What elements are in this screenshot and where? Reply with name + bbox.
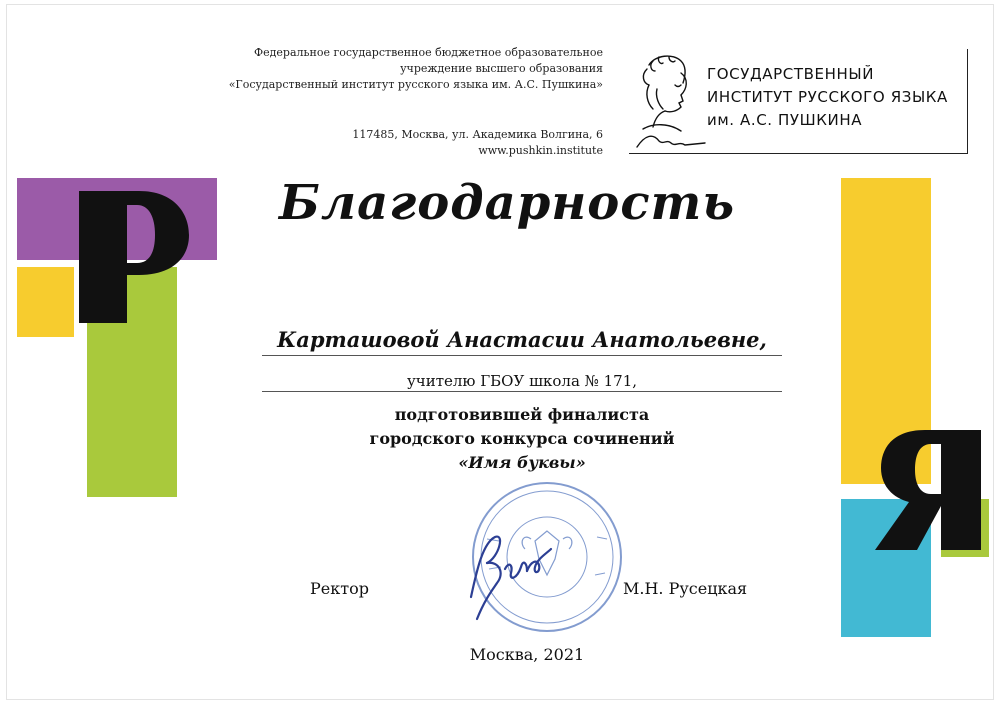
org-line-3: «Государственный институт русского языка им. А.С. Пушкина» xyxy=(228,78,603,91)
signer-name: М.Н. Русецкая xyxy=(623,579,748,598)
signer-role: Ректор xyxy=(310,579,369,598)
address-line: 117485, Москва, ул. Академика Волгина, 6 xyxy=(352,128,603,141)
recipient-position: учителю ГБОУ школа № 171, xyxy=(406,372,638,390)
position-underline xyxy=(262,391,782,392)
certificate-page xyxy=(6,4,994,700)
award-reason xyxy=(262,403,782,475)
certificate-title: Благодарность xyxy=(279,175,735,231)
logo-line-2: ИНСТИТУТ РУССКОГО ЯЗЫКА xyxy=(707,88,948,106)
logo-text xyxy=(707,63,967,132)
reason-line-2: городского конкурса сочинений xyxy=(369,429,675,448)
organization-address xyxy=(267,127,603,159)
website-line: www.pushkin.institute xyxy=(478,144,603,157)
official-stamp-seal xyxy=(447,479,637,639)
pushkin-portrait-icon xyxy=(629,49,707,153)
letter-r-mark xyxy=(79,191,189,323)
yellow-block-left xyxy=(17,267,74,337)
org-line-2: учреждение высшего образования xyxy=(400,62,603,75)
letter-ya-mark xyxy=(873,430,981,550)
organization-name xyxy=(197,45,603,93)
recipient-underline xyxy=(262,355,782,356)
recipient-name: Карташовой Анастасии Анатольевне, xyxy=(277,327,767,352)
logo-line-1: ГОСУДАРСТВЕННЫЙ xyxy=(707,65,875,83)
reason-line-1: подготовившей финалиста xyxy=(394,405,650,424)
logo-line-3: им. А.С. ПУШКИНА xyxy=(707,111,863,129)
place-and-date: Москва, 2021 xyxy=(469,645,585,664)
contest-name: «Имя буквы» xyxy=(458,453,586,472)
org-line-1: Федеральное государственное бюджетное образовательное xyxy=(254,46,603,59)
